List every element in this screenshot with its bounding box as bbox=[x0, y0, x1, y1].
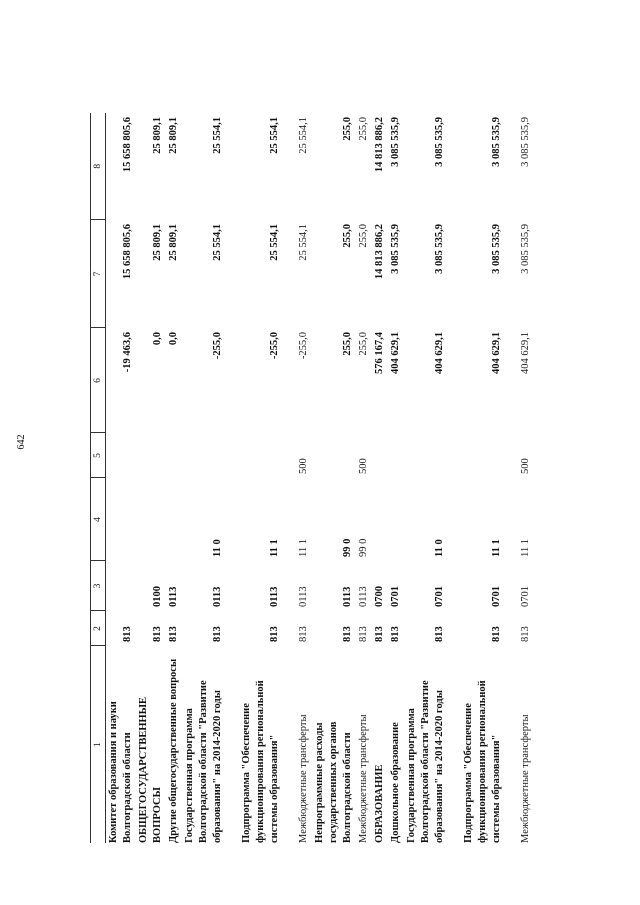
row-col-6: -19 463,6 bbox=[122, 332, 133, 373]
column-header: 2 bbox=[91, 611, 106, 646]
row-col-3: 0113 bbox=[298, 586, 309, 607]
row-col-4: 99 0 bbox=[342, 538, 353, 557]
row-col-4 bbox=[372, 478, 388, 561]
row-col-3: 0701 bbox=[520, 586, 531, 607]
table-row bbox=[448, 113, 505, 843]
row-col-3: 0113 bbox=[342, 586, 353, 607]
row-col-8: 3 085 535,9 bbox=[520, 117, 531, 167]
row-col-6: 404 629,1 bbox=[491, 332, 502, 374]
row-col-8: 15 658 805,6 bbox=[122, 117, 133, 173]
row-col-4: 11 0 bbox=[212, 539, 223, 557]
row-col-5 bbox=[182, 433, 226, 478]
page-number: 642 bbox=[16, 434, 27, 450]
row-col-4: 11 1 bbox=[491, 539, 502, 557]
table-row bbox=[356, 113, 372, 843]
row-col-8: 14 813 886,2 bbox=[374, 117, 385, 173]
row-col-2: 813 bbox=[434, 626, 445, 642]
row-col-3: 0113 bbox=[168, 586, 179, 607]
row-col-3 bbox=[106, 561, 137, 611]
row-col-3: 0113 bbox=[358, 586, 369, 607]
column-header: 3 bbox=[91, 561, 106, 611]
row-col-3: 0701 bbox=[491, 586, 502, 607]
row-col-6: 404 629,1 bbox=[390, 332, 401, 374]
row-col-8: 25 809,1 bbox=[152, 117, 163, 154]
row-col-7: 25 554,1 bbox=[269, 224, 280, 261]
row-col-8: 25 809,1 bbox=[168, 117, 179, 154]
row-col-7: 3 085 535,9 bbox=[491, 224, 502, 274]
row-col-7: 14 813 886,2 bbox=[374, 224, 385, 280]
row-col-8: 3 085 535,9 bbox=[390, 117, 401, 167]
row-col-7: 255,0 bbox=[358, 224, 369, 248]
row-name: Другие общегосударственные вопросы bbox=[168, 658, 179, 843]
row-col-5 bbox=[106, 433, 137, 478]
row-name: Межбюджетные трансферты bbox=[298, 714, 309, 843]
row-name: Подпрограмма "Обеспечение функционирования региональной системы образования" bbox=[241, 680, 280, 843]
table-row bbox=[388, 113, 404, 843]
row-col-2: 813 bbox=[212, 626, 223, 642]
row-col-8: 25 554,1 bbox=[298, 117, 309, 154]
table-row bbox=[106, 113, 137, 843]
table-row bbox=[404, 113, 448, 843]
row-col-4 bbox=[166, 478, 182, 561]
row-col-3: 0701 bbox=[390, 586, 401, 607]
row-col-5 bbox=[226, 433, 283, 478]
row-col-7: 25 554,1 bbox=[212, 224, 223, 261]
column-header: 4 bbox=[91, 478, 106, 561]
row-col-4: 11 1 bbox=[269, 539, 280, 557]
row-name: Дошкольное образование bbox=[390, 722, 401, 843]
row-col-5: 500 bbox=[520, 458, 531, 474]
row-col-3: 0701 bbox=[434, 586, 445, 607]
row-col-4: 11 1 bbox=[298, 539, 309, 557]
row-col-6: -255,0 bbox=[298, 332, 309, 360]
row-col-7: 15 658 805,6 bbox=[122, 224, 133, 280]
table-header-row bbox=[91, 113, 106, 843]
table-row bbox=[182, 113, 226, 843]
row-col-8: 255,0 bbox=[358, 117, 369, 141]
row-col-4: 99 0 bbox=[358, 538, 369, 557]
table-body bbox=[106, 113, 535, 843]
row-col-2: 813 bbox=[122, 626, 133, 642]
row-col-7: 3 085 535,9 bbox=[520, 224, 531, 274]
row-col-4: 11 1 bbox=[520, 539, 531, 557]
row-col-5 bbox=[404, 433, 448, 478]
row-col-8: 255,0 bbox=[342, 117, 353, 141]
row-name: ОБЩЕГОСУДАРСТВЕННЫЕ ВОПРОСЫ bbox=[138, 696, 163, 843]
table-row bbox=[226, 113, 283, 843]
row-col-7: 25 809,1 bbox=[168, 224, 179, 261]
row-name: Государственная программа Волгоградской области "Развитие образования" на 2014-2020 годы bbox=[184, 680, 223, 843]
row-name: Государственная программа Волгоградской области "Развитие образования" на 2014-2020 годы bbox=[406, 680, 445, 843]
row-col-3: 0100 bbox=[152, 586, 163, 607]
row-col-4: 11 0 bbox=[434, 539, 445, 557]
row-name: ОБРАЗОВАНИЕ bbox=[374, 764, 385, 843]
row-col-5: 500 bbox=[358, 458, 369, 474]
row-name: Непрограммные расходы государственных органов Волгоградской области bbox=[314, 721, 353, 843]
row-col-2: 813 bbox=[152, 626, 163, 642]
table-row bbox=[312, 113, 356, 843]
row-col-7: 3 085 535,9 bbox=[390, 224, 401, 274]
row-col-8: 25 554,1 bbox=[269, 117, 280, 154]
row-col-5: 500 bbox=[298, 458, 309, 474]
row-col-7: 25 809,1 bbox=[152, 224, 163, 261]
row-col-6: 0,0 bbox=[152, 332, 163, 346]
row-col-7: 25 554,1 bbox=[298, 224, 309, 261]
row-col-2: 813 bbox=[520, 626, 531, 642]
row-col-8: 3 085 535,9 bbox=[434, 117, 445, 167]
row-col-5 bbox=[166, 433, 182, 478]
column-header: 8 bbox=[91, 113, 106, 220]
row-col-7: 255,0 bbox=[342, 224, 353, 248]
row-col-2: 813 bbox=[342, 626, 353, 642]
column-header: 5 bbox=[91, 433, 106, 478]
row-col-8: 3 085 535,9 bbox=[491, 117, 502, 167]
column-header: 1 bbox=[91, 646, 106, 843]
row-col-2: 813 bbox=[374, 626, 385, 642]
row-col-5 bbox=[372, 433, 388, 478]
row-col-3: 0113 bbox=[269, 586, 280, 607]
column-header: 7 bbox=[91, 220, 106, 328]
row-name: Межбюджетные трансферты bbox=[520, 714, 531, 843]
row-name: Межбюджетные трансферты bbox=[358, 714, 369, 843]
row-col-2: 813 bbox=[491, 626, 502, 642]
row-col-6: 404 629,1 bbox=[520, 332, 531, 374]
table-row bbox=[372, 113, 388, 843]
row-col-7: 3 085 535,9 bbox=[434, 224, 445, 274]
row-col-3: 0113 bbox=[212, 586, 223, 607]
row-col-2: 813 bbox=[390, 626, 401, 642]
row-col-5 bbox=[312, 433, 356, 478]
column-header: 6 bbox=[91, 328, 106, 433]
budget-table bbox=[90, 113, 534, 843]
row-name: Подпрограмма "Обеспечение функционирования региональной системы образования" bbox=[463, 680, 502, 843]
budget-table-container bbox=[90, 113, 580, 843]
row-col-6: 255,0 bbox=[358, 332, 369, 356]
row-col-4 bbox=[106, 478, 137, 561]
row-col-2: 813 bbox=[269, 626, 280, 642]
row-col-4 bbox=[136, 478, 166, 561]
row-col-5 bbox=[388, 433, 404, 478]
row-col-6: 576 167,4 bbox=[374, 332, 385, 374]
row-col-2: 813 bbox=[358, 626, 369, 642]
table-row bbox=[166, 113, 182, 843]
row-col-5 bbox=[136, 433, 166, 478]
row-col-8: 25 554,1 bbox=[212, 117, 223, 154]
table-row bbox=[136, 113, 166, 843]
row-col-6: 0,0 bbox=[168, 332, 179, 346]
row-col-4 bbox=[388, 478, 404, 561]
row-col-2: 813 bbox=[168, 626, 179, 642]
table-row bbox=[283, 113, 312, 843]
row-col-5 bbox=[448, 433, 505, 478]
row-name: Комитет образования и науки Волгоградской области bbox=[108, 701, 133, 843]
row-col-3: 0700 bbox=[374, 586, 385, 607]
table-row bbox=[505, 113, 534, 843]
row-col-6: 255,0 bbox=[342, 332, 353, 356]
row-col-6: -255,0 bbox=[212, 332, 223, 360]
row-col-6: -255,0 bbox=[269, 332, 280, 360]
row-col-2: 813 bbox=[298, 626, 309, 642]
row-col-6: 404 629,1 bbox=[434, 332, 445, 374]
